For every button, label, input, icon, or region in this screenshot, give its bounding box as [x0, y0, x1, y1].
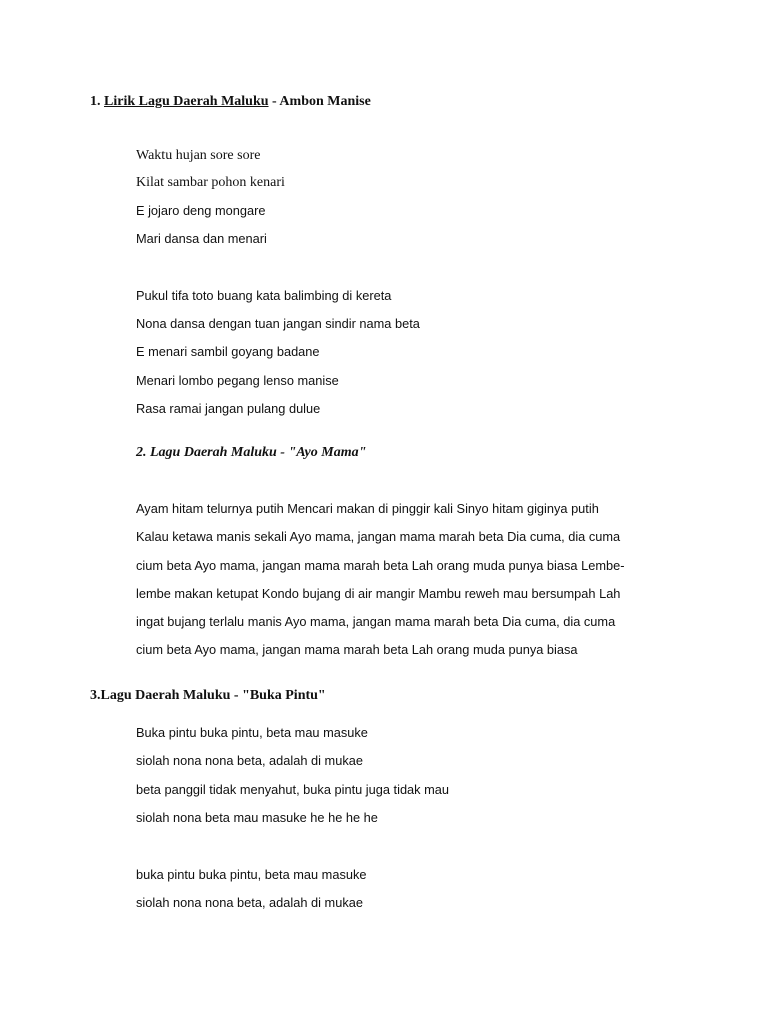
lyric-line: siolah nona nona beta, adalah di mukae [136, 895, 363, 910]
lyric-line: Menari lombo pegang lenso manise [136, 373, 339, 388]
lyric-line: Nona dansa dengan tuan jangan sindir nama beta [136, 316, 420, 331]
section-1-heading [90, 94, 371, 110]
section-1-number: 1. [90, 94, 104, 109]
section-2-heading: 2. Lagu Daerah Maluku - "Ayo Mama" [136, 445, 367, 460]
section-1-title-rest: - Ambon Manise [268, 94, 371, 109]
lyric-line: cium beta Ayo mama, jangan mama marah beta Lah orang muda punya biasa Lembe- [136, 558, 625, 573]
lyric-line: lembe makan ketupat Kondo bujang di air mangir Mambu reweh mau bersumpah Lah [136, 586, 621, 601]
lyric-line: Buka pintu buka pintu, beta mau masuke [136, 725, 368, 740]
lyric-line: Mari dansa dan menari [136, 231, 267, 246]
lyric-line: buka pintu buka pintu, beta mau masuke [136, 867, 367, 882]
lyric-line: E jojaro deng mongare [136, 203, 266, 218]
lyric-line: cium beta Ayo mama, jangan mama marah beta Lah orang muda punya biasa [136, 642, 578, 657]
lyric-line: Ayam hitam telurnya putih Mencari makan di pinggir kali Sinyo hitam giginya putih [136, 501, 599, 516]
lyric-line: E menari sambil goyang badane [136, 344, 320, 359]
lyric-line: Rasa ramai jangan pulang dulue [136, 401, 321, 416]
lyric-line: ingat bujang terlalu manis Ayo mama, jangan mama marah beta Dia cuma, dia cuma [136, 614, 616, 629]
lyric-line: siolah nona beta mau masuke he he he he [136, 810, 378, 825]
lyric-line: Kalau ketawa manis sekali Ayo mama, jangan mama marah beta Dia cuma, dia cuma [136, 529, 621, 544]
lyric-line: Pukul tifa toto buang kata balimbing di kereta [136, 288, 392, 303]
section-3-heading: 3.Lagu Daerah Maluku - "Buka Pintu" [90, 688, 326, 703]
section-1-link[interactable]: Lirik Lagu Daerah Maluku [104, 94, 269, 109]
lyric-line: beta panggil tidak menyahut, buka pintu juga tidak mau [136, 782, 450, 797]
lyric-line: Waktu hujan sore sore [136, 148, 261, 163]
lyric-line: siolah nona nona beta, adalah di mukae [136, 753, 363, 768]
lyric-line: Kilat sambar pohon kenari [136, 175, 285, 190]
